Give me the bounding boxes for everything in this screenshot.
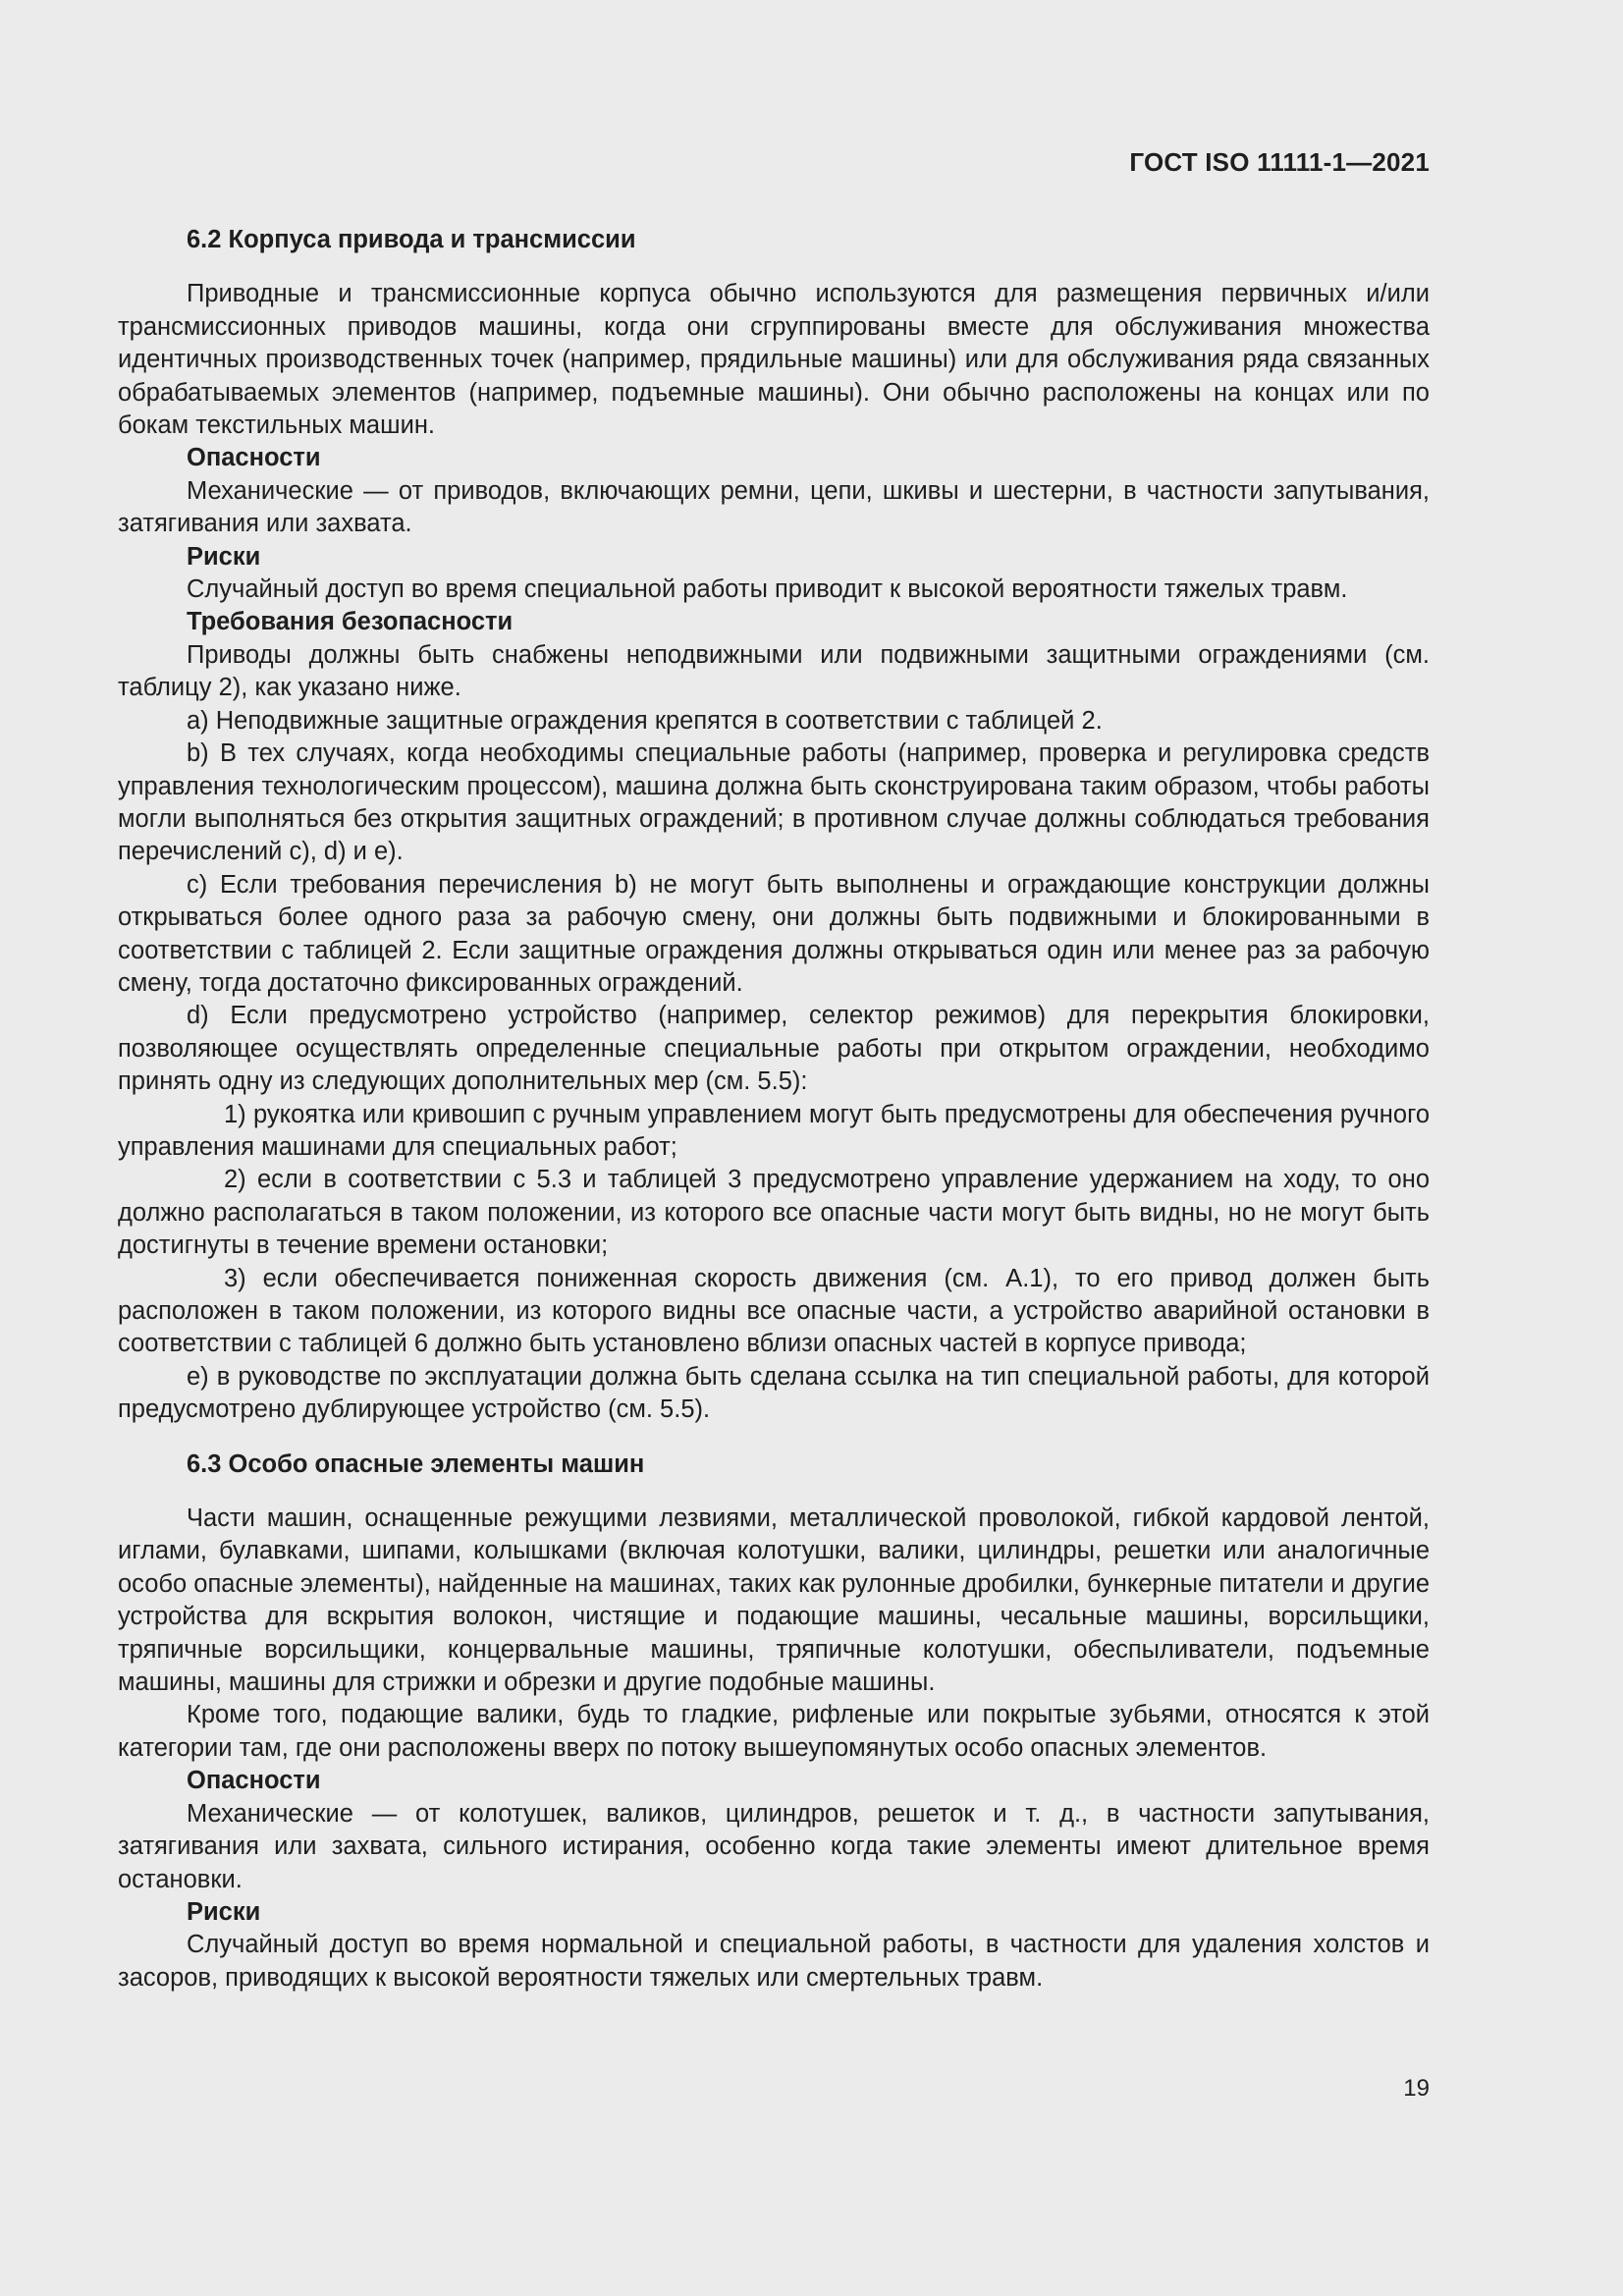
safety-requirements-heading: Требования безопасности (187, 608, 514, 636)
list-item-c: c) Если требования перечисления b) не могут быть выполнены и ограждающие конструкции должны открываться более одного раза за рабочую смену, они должны быть подвижными и блокированными в соответствии с таблицей 2. Если защитные ограждения должны открываться один или менее раз за рабочую смену, тогда достаточно фиксированных ограждений. (118, 870, 1430, 997)
hazards-text: Механические — от приводов, включающих ремни, цепи, шкивы и шестерни, в частности запутывания, затягивания или захвата. (118, 476, 1430, 538)
section-6-3-intro: Части машин, оснащенные режущими лезвиями, металлической проволокой, гибкой кардовой лентой, иглами, булавками, шипами, колышками (включая колотушки, валики, цилиндры, решетки или аналогичные особо опасные элементы), найденные на машинах, таких как рулонные дробилки, бункерные питатели и другие устройства для вскрытия волокон, чистящие и подающие машины, чесальные машины, ворсильщики, тряпичные ворсильщики, концервальные машины, тряпичные колотушки, обеспыливатели, подъемные машины, машины для стрижки и обрезки и другие подобные машины. (118, 1504, 1430, 1697)
page-number: 19 (1403, 2075, 1430, 2102)
section-6-2-intro: Приводные и трансмиссионные корпуса обычно используются для размещения первичных и/или трансмиссионных приводов машины, когда они сгруппированы вместе для обслуживания множества идентичных производственных точек (например, прядильные машины) или для обслуживания ряда связанных обрабатываемых элементов (например, подъемные машины). Они обычно расположены на концах или по бокам текстильных машин. (118, 280, 1430, 440)
risks-text: Случайный доступ во время специальной работы приводит к высокой вероятности тяжелых травм. (187, 575, 1348, 604)
risks-text: Случайный доступ во время нормальной и специальной работы, в частности для удаления холстов и засоров, приводящих к высокой вероятности тяжелых или смертельных травм. (118, 1931, 1430, 1992)
hazards-text: Механические — от колотушек, валиков, цилиндров, решеток и т. д., в частности запутывания, затягивания или захвата, сильного истирания, особенно когда такие элементы имеют длительное время остановки. (118, 1799, 1430, 1893)
list-item-a: a) Неподвижные защитные ограждения крепятся в соответствии с таблицей 2. (187, 706, 1103, 735)
section-6-3-title: 6.3 Особо опасные элементы машин (187, 1449, 645, 1478)
section-6-3-intro-2: Кроме того, подающие валики, будь то гладкие, рифленые или покрытые зубьями, относятся к этой категории там, где они расположены вверх по потоку вышеупомянутых особо опасных элементов. (118, 1701, 1430, 1762)
list-item-d: d) Если предусмотрено устройство (например, селектор режимов) для перекрытия блокировки, позволяющее осуществлять определенные специальные работы при открытом ограждении, необходимо принять одну из следующих дополнительных мер (см. 5.5): (118, 1002, 1430, 1096)
safety-requirements-text: Приводы должны быть снабжены неподвижными или подвижными защитными ограждениями (см. таблицу 2), как указано ниже. (118, 640, 1430, 702)
risks-heading: Риски (187, 542, 261, 571)
list-item-b: b) В тех случаях, когда необходимы специальные работы (например, проверка и регулировка средств управления технологическим процессом), машина должна быть сконструирована таким образом, чтобы работы могли выполняться без открытия защитных ограждений; в противном случае должны соблюдаться требования перечислений c), d) и e). (118, 739, 1430, 866)
hazards-heading: Опасности (187, 1767, 321, 1795)
list-item-d1: 1) рукоятка или кривошип с ручным управлением могут быть предусмотрены для обеспечения ручного управления машинами для специальных работ; (118, 1100, 1430, 1161)
list-item-d3: 3) если обеспечивается пониженная скорость движения (см. А.1), то его привод должен быть расположен в таком положении, из которого видны все опасные части, а устройство аварийной остановки в соответствии с таблицей 6 должно быть установлено вблизи опасных частей в корпусе привода; (118, 1264, 1430, 1358)
hazards-heading: Опасности (187, 444, 321, 472)
document-id-header: ГОСТ ISO 11111-1—2021 (1129, 147, 1430, 177)
page-content (118, 224, 1430, 1995)
list-item-d2: 2) если в соответствии с 5.3 и таблицей 3 предусмотрено управление удержанием на ходу, то оно должно располагаться в таком положении, из которого все опасные части могут быть видны, но не могут быть достигнуты в течение времени остановки; (118, 1166, 1430, 1260)
section-6-2-title: 6.2 Корпуса привода и трансмиссии (187, 226, 636, 253)
risks-heading: Риски (187, 1897, 261, 1926)
list-item-e: e) в руководстве по эксплуатации должна быть сделана ссылка на тип специальной работы, для которой предусмотрено дублирующее устройство (см. 5.5). (118, 1362, 1430, 1424)
